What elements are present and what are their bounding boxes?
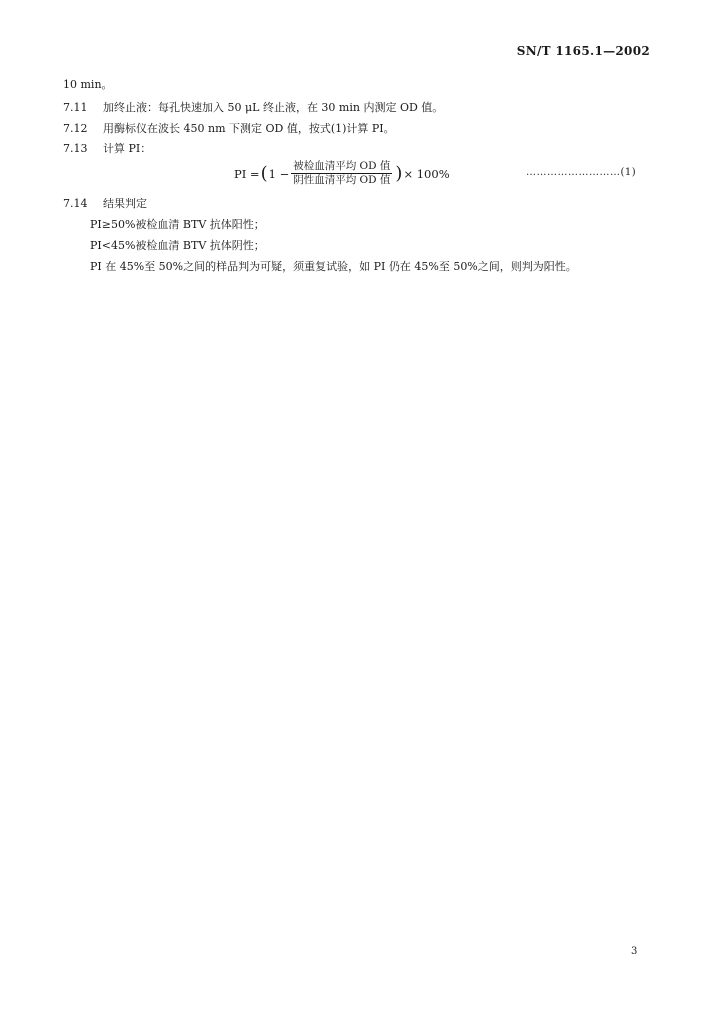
equation-number: ………………………(1) [526,167,637,178]
standard-code-header: SN/T 1165.1—2002 [516,44,650,58]
page-number: 3 [631,946,638,957]
continued-text: 10 min。 [63,78,113,91]
section-text: 加终止液：每孔快速加入 50 μL 终止液，在 30 min 内测定 OD 值。 [103,101,444,114]
formula-denominator: 阴性血清平均 OD 值 [293,174,391,186]
open-paren: ( [260,162,268,184]
section-7-13 [63,140,151,156]
section-number: 7.13 [63,142,88,155]
formula-lhs: PI = [234,166,260,181]
section-7-12 [63,120,395,136]
result-suspicious: PI 在 45%至 50%之间的样品判为可疑，须重复试验，如 PI 仍在 45%至 50%之间，则判为阳性。 [90,260,577,273]
formula-fraction [291,160,392,187]
section-number: 7.14 [63,197,88,210]
section-7-11 [63,99,443,115]
result-positive: PI≥50%被检血清 BTV 抗体阳性； [90,218,265,231]
section-number: 7.12 [63,122,88,135]
result-negative: PI<45%被检血清 BTV 抗体阴性； [90,239,265,252]
section-text: 用酶标仪在波长 450 nm 下测定 OD 值，按式(1)计算 PI。 [103,122,395,135]
section-text: 结果判定 [103,197,147,210]
formula-times: × 100% [403,166,450,181]
close-paren: ) [395,162,403,184]
formula-numerator: 被检血清平均 OD 值 [293,160,391,172]
section-7-14 [63,195,147,211]
section-text: 计算 PI： [103,142,152,155]
pi-formula [234,160,450,187]
section-number: 7.11 [63,101,88,114]
formula-one-minus: 1 − [268,166,290,181]
